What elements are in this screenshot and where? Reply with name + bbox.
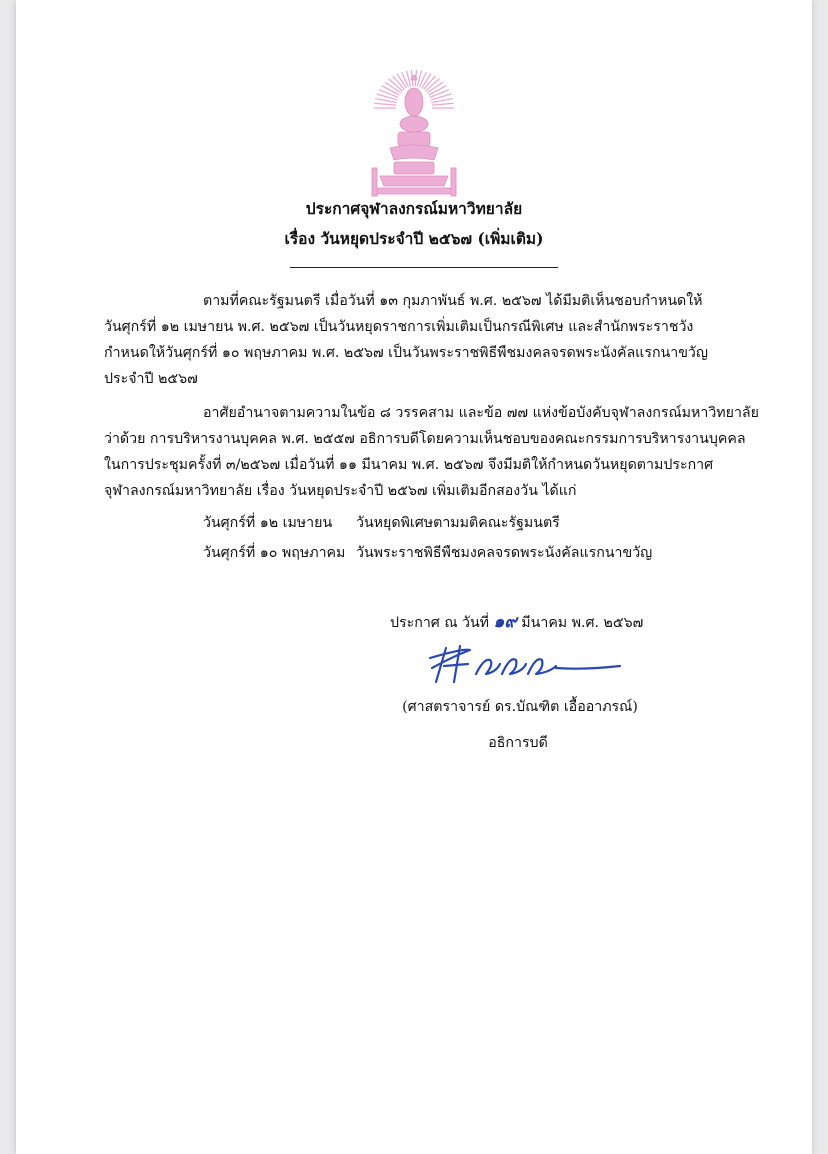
holiday-description: วันพระราชพิธีพืชมงคลจรดพระนังคัลแรกนาขวัญ (356, 545, 653, 561)
signer-name: (ศาสตราจารย์ ดร.บัณฑิต เอื้ออาภรณ์) (402, 699, 638, 715)
paragraph2-line: อาศัยอำนาจตามความในข้อ ๘ วรรคสาม และข้อ ๗๗ แห่งข้อบังคับจุฬาลงกรณ์มหาวิทยาลัย (203, 405, 759, 421)
signer-title: อธิการบดี (488, 735, 548, 751)
paragraph1-line: ตามที่คณะรัฐมนตรี เมื่อวันที่ ๑๓ กุมภาพันธ์ พ.ศ. ๒๕๖๗ ได้มีมติเห็นชอบกำหนดให้ (203, 293, 703, 309)
paragraph1-line: ประจำปี ๒๕๖๗ (104, 371, 198, 387)
signature-icon (424, 638, 624, 688)
paragraph2-line: จุฬาลงกรณ์มหาวิทยาลัย เรื่อง วันหยุดประจำปี ๒๕๖๗ เพิ่มเติมอีกสองวัน ได้แก่ (104, 483, 577, 499)
university-emblem-icon (364, 68, 464, 200)
paragraph2-line: ในการประชุมครั้งที่ ๓/๒๕๖๗ เมื่อวันที่ ๑๑ มีนาคม พ.ศ. ๒๕๖๗ จึงมีมติให้กำหนดวันหยุดตามประกาศ (104, 457, 714, 473)
announce-suffix: มีนาคม พ.ศ. ๒๕๖๗ (521, 615, 644, 631)
announce-date (390, 608, 643, 635)
paragraph1-line: วันศุกร์ที่ ๑๒ เมษายน พ.ศ. ๒๕๖๗ เป็นวันหยุดราชการเพิ่มเติมเป็นกรณีพิเศษ และสำนักพระราชวัง (104, 319, 694, 335)
announcement-subject: เรื่อง วันหยุดประจำปี ๒๕๖๗ (เพิ่มเติม) (284, 229, 544, 248)
paragraph2-line: ว่าด้วย การบริหารงานบุคคล พ.ศ. ๒๕๕๗ อธิการบดีโดยความเห็นชอบของคณะกรรมการบริหารงานบุคคล (104, 431, 746, 447)
holiday-date: วันศุกร์ที่ ๑๐ พฤษภาคม (203, 545, 346, 561)
holiday-date: วันศุกร์ที่ ๑๒ เมษายน (203, 515, 333, 531)
announce-prefix: ประกาศ ณ วันที่ (390, 615, 490, 631)
holiday-description: วันหยุดพิเศษตามมติคณะรัฐมนตรี (356, 515, 560, 531)
announce-day: ๑๙ (493, 612, 517, 632)
title-divider (290, 267, 558, 268)
paragraph1-line: กำหนดให้วันศุกร์ที่ ๑๐ พฤษภาคม พ.ศ. ๒๕๖๗ เป็นวันพระราชพิธีพืชมงคลจรดพระนังคัลแรกนาขวัญ (104, 345, 708, 361)
announcement-title: ประกาศจุฬาลงกรณ์มหาวิทยาลัย (305, 199, 523, 218)
